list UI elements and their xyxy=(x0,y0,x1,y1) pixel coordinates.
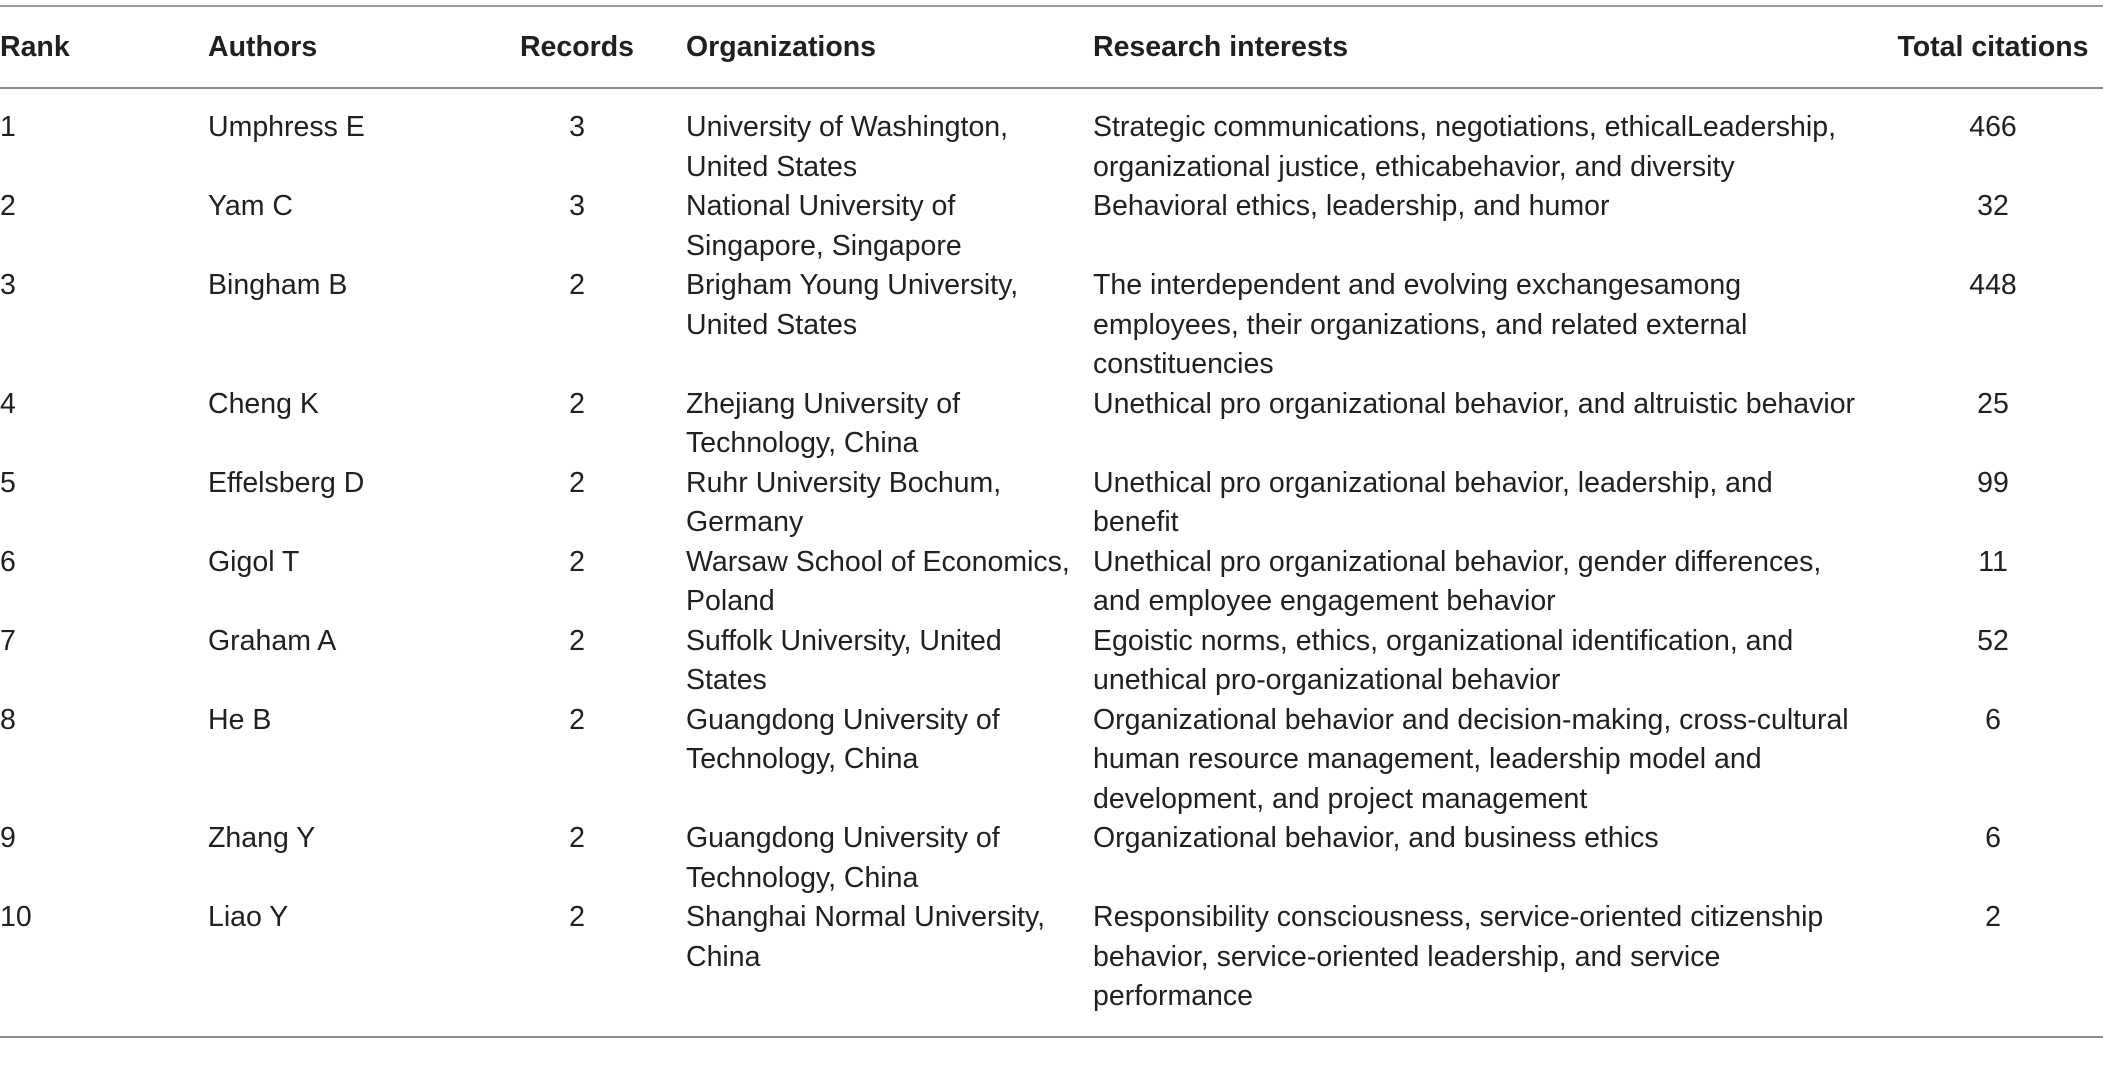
cell-organization: Brigham Young University, United States xyxy=(686,269,1019,341)
cell-author: Graham A xyxy=(208,624,337,657)
table-body xyxy=(0,89,2103,1036)
cell-total-citations: 6 xyxy=(1985,703,2001,736)
cell-organization: Ruhr University Bochum, Germany xyxy=(686,466,1002,538)
cell-research-interests: Strategic communications, negotiations, ethicalLeadership, organizational justice, ethicabehavior, and diversity xyxy=(1093,111,1837,183)
table-row xyxy=(0,543,2103,622)
cell-organization: Guangdong University of Technology, China xyxy=(686,822,1000,894)
table-row xyxy=(0,701,2103,820)
bottom-rule xyxy=(0,1036,2103,1038)
cell-records: 2 xyxy=(569,387,585,420)
author-table xyxy=(0,5,2103,1038)
cell-author: Cheng K xyxy=(208,387,319,420)
cell-research-interests: Organizational behavior, and business ethics xyxy=(1093,822,1659,854)
header-records: Records xyxy=(519,31,635,64)
table-row xyxy=(0,819,2103,898)
header-total-citations: Total citations xyxy=(1897,31,2089,64)
header-research-interests: Research interests xyxy=(1093,31,1349,64)
cell-author: Bingham B xyxy=(208,269,348,301)
cell-organization: Shanghai Normal University, China xyxy=(686,901,1046,973)
cell-records: 2 xyxy=(569,269,585,301)
cell-organization: Guangdong University of Technology, China xyxy=(686,703,1000,775)
cell-total-citations: 6 xyxy=(1985,822,2001,854)
cell-records: 3 xyxy=(569,190,585,222)
cell-total-citations: 52 xyxy=(1977,624,2009,657)
cell-records: 2 xyxy=(569,901,585,933)
cell-rank: 6 xyxy=(0,545,16,578)
cell-records: 2 xyxy=(569,822,585,854)
table-body-table xyxy=(0,89,2103,1036)
cell-total-citations: 2 xyxy=(1985,901,2001,933)
cell-rank: 8 xyxy=(0,703,16,736)
cell-records: 2 xyxy=(569,545,585,578)
table-row xyxy=(0,89,2103,187)
cell-research-interests: Organizational behavior and decision-making, cross-cultural human resource management, leadership model and development, and project management xyxy=(1093,703,1849,815)
cell-research-interests: Unethical pro organizational behavior, and altruistic behavior xyxy=(1093,387,1856,420)
cell-author: Effelsberg D xyxy=(208,466,365,499)
cell-research-interests: Responsibility consciousness, service-oriented citizenship behavior, service-oriented leadership, and service performance xyxy=(1093,901,1824,1012)
cell-organization: Warsaw School of Economics, Poland xyxy=(686,545,1070,617)
cell-rank: 9 xyxy=(0,822,16,854)
cell-records: 2 xyxy=(569,703,585,736)
header-rank: Rank xyxy=(0,31,70,64)
cell-rank: 10 xyxy=(0,901,32,933)
cell-organization: National University of Singapore, Singapore xyxy=(686,190,962,262)
cell-total-citations: 11 xyxy=(1978,545,2008,578)
cell-rank: 4 xyxy=(0,387,16,420)
cell-research-interests: Unethical pro organizational behavior, leadership, and benefit xyxy=(1093,466,1773,538)
cell-rank: 2 xyxy=(0,190,16,222)
cell-research-interests: Egoistic norms, ethics, organizational identification, and unethical pro-organizational behavior xyxy=(1093,624,1794,696)
cell-author: Zhang Y xyxy=(208,822,316,854)
cell-author: Gigol T xyxy=(208,545,300,578)
cell-records: 2 xyxy=(569,624,585,657)
cell-records: 2 xyxy=(569,466,585,499)
cell-research-interests: The interdependent and evolving exchangesamong employees, their organizations, and related external constituencies xyxy=(1093,269,1748,380)
table-row xyxy=(0,898,2103,1036)
cell-total-citations: 32 xyxy=(1977,190,2009,222)
cell-author: Yam C xyxy=(208,190,293,222)
table-header xyxy=(0,7,2103,87)
table-row xyxy=(0,464,2103,543)
table-row xyxy=(0,187,2103,266)
table-row xyxy=(0,385,2103,464)
cell-records: 3 xyxy=(569,111,585,143)
cell-total-citations: 99 xyxy=(1977,466,2009,499)
table-row xyxy=(0,622,2103,701)
cell-total-citations: 466 xyxy=(1969,111,2017,143)
cell-rank: 1 xyxy=(0,111,16,143)
cell-organization: Suffolk University, United States xyxy=(686,624,1002,696)
cell-total-citations: 25 xyxy=(1977,387,2009,420)
table xyxy=(0,7,2103,87)
cell-author: Liao Y xyxy=(208,901,289,933)
header-authors: Authors xyxy=(208,31,318,64)
cell-total-citations: 448 xyxy=(1969,269,2017,301)
table-row xyxy=(0,266,2103,385)
cell-rank: 5 xyxy=(0,466,16,499)
cell-rank: 7 xyxy=(0,624,16,657)
cell-rank: 3 xyxy=(0,269,16,301)
cell-research-interests: Unethical pro organizational behavior, gender differences, and employee engagement behavior xyxy=(1093,545,1822,617)
cell-author: He B xyxy=(208,703,272,736)
cell-research-interests: Behavioral ethics, leadership, and humor xyxy=(1093,190,1610,222)
cell-organization: Zhejiang University of Technology, China xyxy=(686,387,961,459)
header-organizations: Organizations xyxy=(686,31,877,64)
cell-author: Umphress E xyxy=(208,111,365,143)
cell-organization: University of Washington, United States xyxy=(686,111,1009,183)
